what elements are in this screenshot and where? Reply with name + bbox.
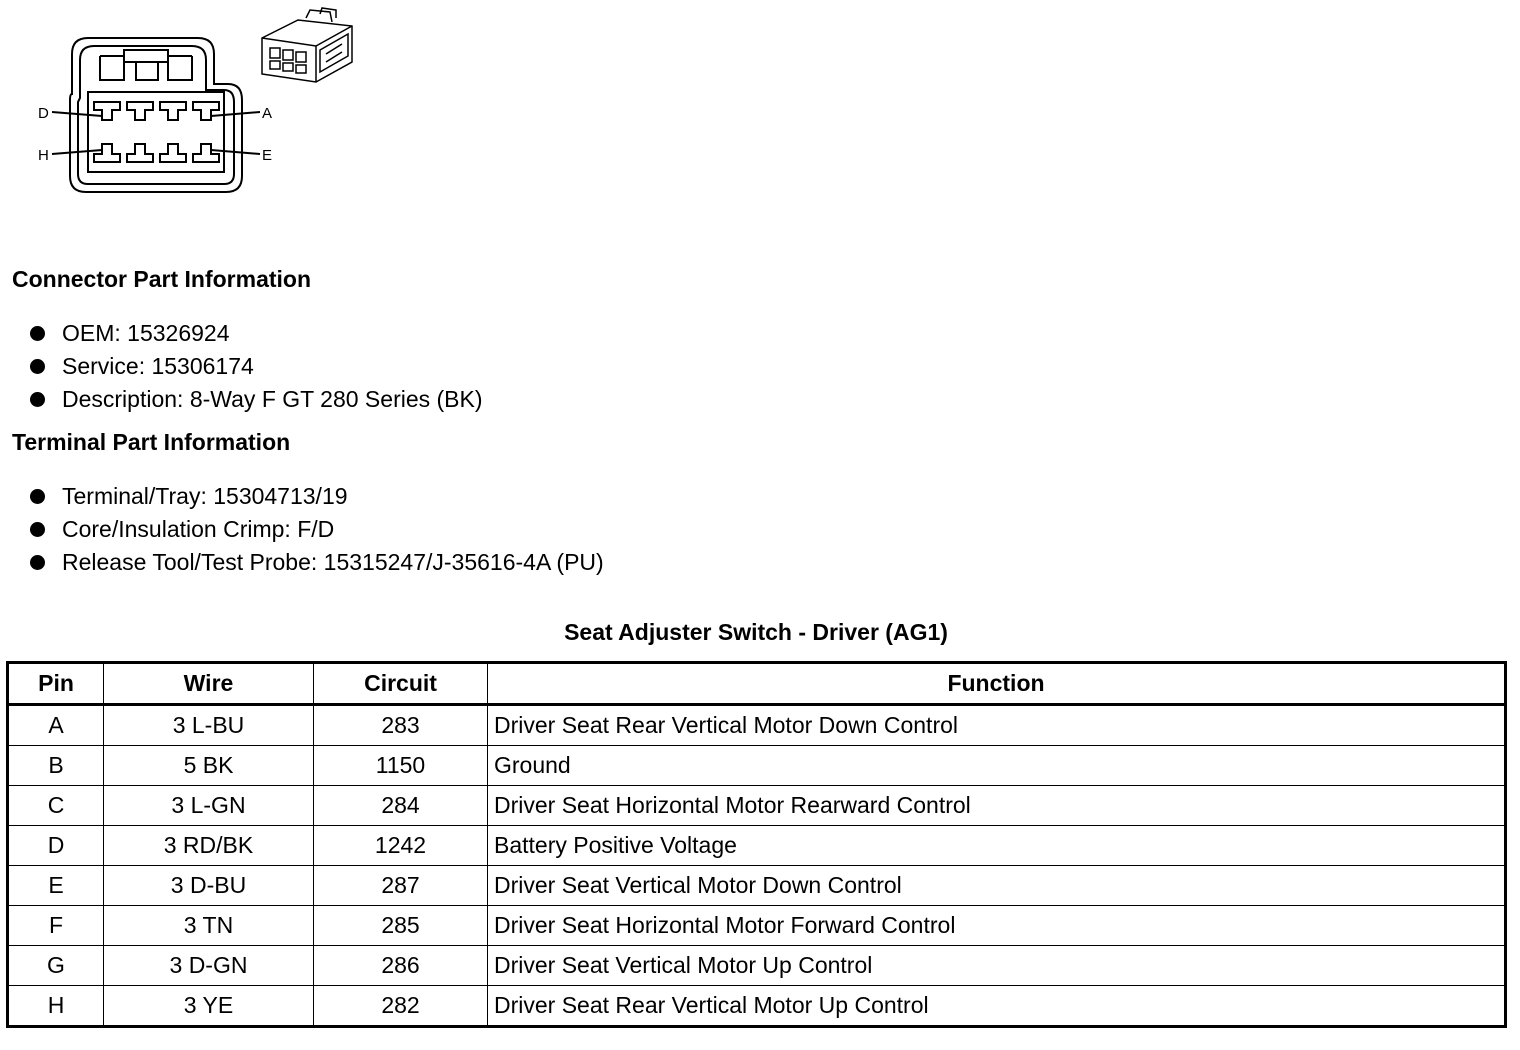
pin-cell: E — [8, 866, 104, 906]
table-row — [8, 705, 1506, 746]
pin-label-A: A — [262, 105, 273, 122]
pin-label-E: E — [262, 147, 273, 164]
connector-part-info-list — [0, 317, 483, 416]
function-cell: Ground — [488, 746, 1506, 786]
circuit-cell: 286 — [314, 946, 488, 986]
terminal-cavity-D — [94, 102, 120, 120]
terminal-cavity-block — [88, 92, 224, 172]
pin-function-table — [6, 661, 1507, 1028]
connector-latch-tab — [136, 62, 158, 80]
list-item — [0, 350, 483, 383]
wire-cell: 3 D-GN — [104, 946, 314, 986]
list-item-text: Service: 15306174 — [62, 353, 254, 379]
bottom-terminal-row — [94, 144, 219, 162]
pin-label-D: D — [38, 105, 49, 122]
wire-cell: 3 YE — [104, 986, 314, 1027]
wire-cell: 3 D-BU — [104, 866, 314, 906]
circuit-cell: 287 — [314, 866, 488, 906]
column-header-function: Function — [488, 663, 1506, 705]
column-header-wire: Wire — [104, 663, 314, 705]
function-cell: Driver Seat Rear Vertical Motor Down Control — [488, 705, 1506, 746]
bullet-icon — [30, 392, 45, 407]
bullet-icon — [30, 555, 45, 570]
top-terminal-row — [94, 102, 219, 120]
terminal-cavity-C — [127, 102, 153, 120]
table-row — [8, 906, 1506, 946]
connector-latch — [124, 50, 168, 62]
circuit-cell: 283 — [314, 705, 488, 746]
table-row — [8, 946, 1506, 986]
function-cell: Driver Seat Horizontal Motor Forward Control — [488, 906, 1506, 946]
wire-cell: 3 L-GN — [104, 786, 314, 826]
table-title: Seat Adjuster Switch - Driver (AG1) — [564, 619, 948, 645]
list-item — [0, 317, 483, 350]
column-header-circuit: Circuit — [314, 663, 488, 705]
table-header-row — [8, 663, 1506, 705]
list-item — [0, 480, 604, 513]
terminal-cavity-B — [160, 102, 186, 120]
table-row — [8, 826, 1506, 866]
leader-line-A — [211, 112, 260, 116]
terminal-cavity-F — [160, 144, 186, 162]
table-row — [8, 746, 1506, 786]
function-cell: Driver Seat Rear Vertical Motor Up Control — [488, 986, 1506, 1027]
pin-cell: D — [8, 826, 104, 866]
terminal-part-info-heading: Terminal Part Information — [12, 429, 291, 455]
list-item — [0, 383, 483, 416]
function-cell: Driver Seat Horizontal Motor Rearward Control — [488, 786, 1506, 826]
function-cell: Driver Seat Vertical Motor Down Control — [488, 866, 1506, 906]
list-item-text: Core/Insulation Crimp: F/D — [62, 516, 335, 542]
list-item — [0, 513, 604, 546]
bullet-icon — [30, 522, 45, 537]
list-item-text: Release Tool/Test Probe: 15315247/J-35616-4A (PU) — [62, 549, 604, 575]
table-row — [8, 786, 1506, 826]
wire-cell: 5 BK — [104, 746, 314, 786]
circuit-cell: 282 — [314, 986, 488, 1027]
circuit-cell: 1150 — [314, 746, 488, 786]
pin-cell: H — [8, 986, 104, 1027]
bullet-icon — [30, 326, 45, 341]
pin-cell: B — [8, 746, 104, 786]
table-row — [8, 986, 1506, 1027]
wire-cell: 3 RD/BK — [104, 826, 314, 866]
terminal-cavity-H — [94, 144, 120, 162]
list-item-text: OEM: 15326924 — [62, 320, 230, 346]
circuit-cell: 285 — [314, 906, 488, 946]
circuit-cell: 1242 — [314, 826, 488, 866]
list-item-text: Description: 8-Way F GT 280 Series (BK) — [62, 386, 483, 412]
pin-cell: F — [8, 906, 104, 946]
column-header-pin: Pin — [8, 663, 104, 705]
connector-part-info-heading: Connector Part Information — [12, 266, 312, 292]
wire-cell: 3 L-BU — [104, 705, 314, 746]
terminal-cavity-G — [127, 144, 153, 162]
function-cell: Driver Seat Vertical Motor Up Control — [488, 946, 1506, 986]
terminal-cavity-A — [193, 102, 219, 120]
connector-face-diagram — [30, 6, 370, 206]
table-row — [8, 866, 1506, 906]
list-item-text: Terminal/Tray: 15304713/19 — [62, 483, 348, 509]
circuit-cell: 284 — [314, 786, 488, 826]
function-cell: Battery Positive Voltage — [488, 826, 1506, 866]
list-item — [0, 546, 604, 579]
pin-cell: G — [8, 946, 104, 986]
bullet-icon — [30, 359, 45, 374]
pin-cell: A — [8, 705, 104, 746]
wire-cell: 3 TN — [104, 906, 314, 946]
pin-cell: C — [8, 786, 104, 826]
pin-label-H: H — [38, 147, 49, 164]
terminal-part-info-list — [0, 480, 604, 579]
bullet-icon — [30, 489, 45, 504]
connector-3d-illustration — [262, 8, 352, 82]
terminal-cavity-E — [193, 144, 219, 162]
